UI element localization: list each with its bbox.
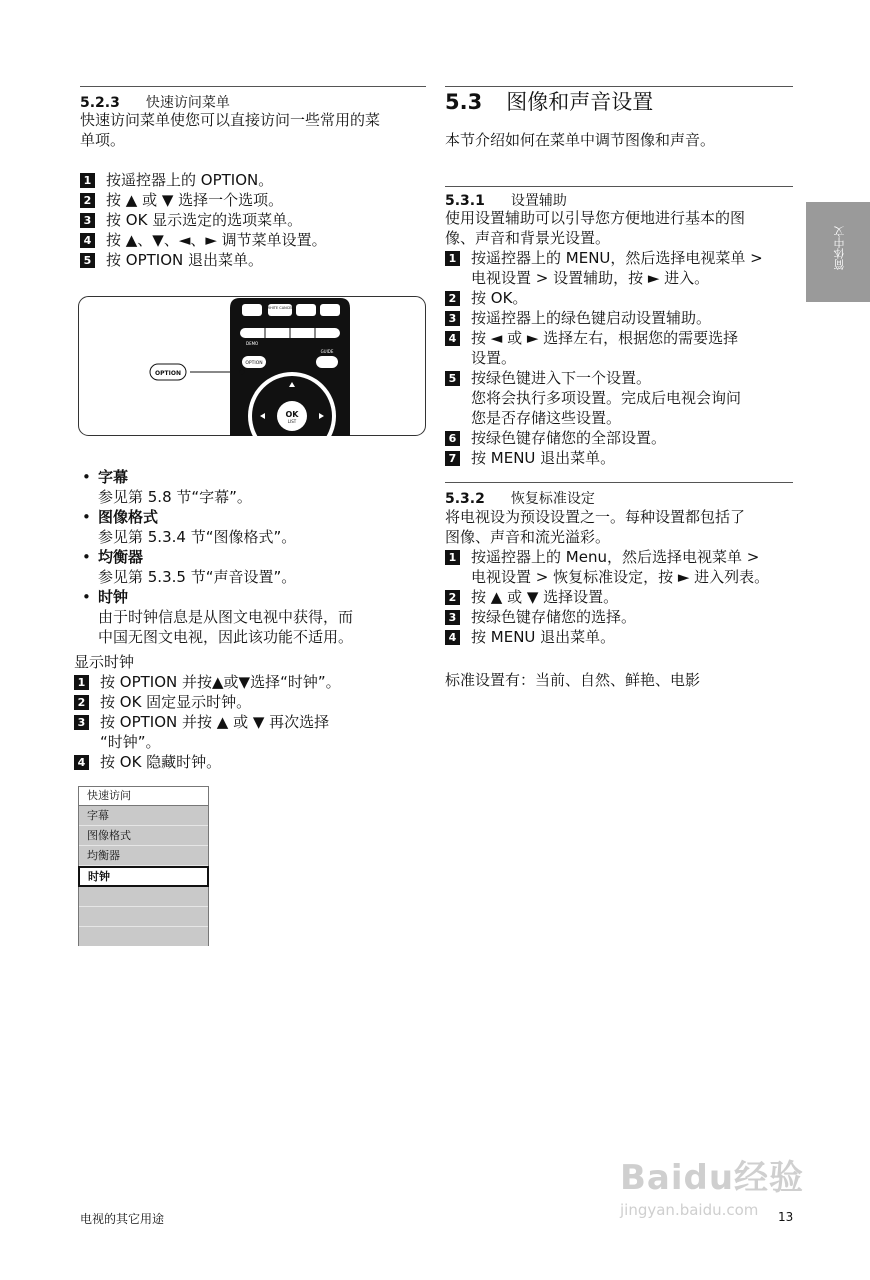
list-item: • 均衡器 参见第 5.3.5 节“声音设置”。 bbox=[80, 547, 353, 587]
white-cancel-label: WHITE CANCEL bbox=[266, 306, 294, 310]
remote-illustration bbox=[78, 296, 426, 440]
baidu-watermark: Baidu经验 jingyan.baidu.com bbox=[620, 1158, 805, 1219]
menu-item-picture-format[interactable]: 图像格式 bbox=[79, 826, 208, 846]
section-heading-5-3-1: 5.3.1 设置辅助 bbox=[445, 193, 567, 209]
section-intro: 将电视设为预设设置之一。每种设置都包括了 图像、声音和流光溢彩。 bbox=[445, 508, 746, 546]
steps-list-quick-access bbox=[80, 170, 327, 270]
step-item: 1 按遥控器上的 Menu，然后选择电视菜单 > 电视设置 > 恢复标准设定，按 ► 进入列表。 bbox=[445, 547, 769, 587]
section-heading-5-2-3: 5.2.3 快速访问菜单 bbox=[80, 95, 230, 111]
menu-item-empty bbox=[79, 907, 208, 927]
list-label: LIST bbox=[287, 419, 297, 424]
section-intro: 快速访问菜单使您可以直接访问一些常用的菜 单项。 bbox=[80, 111, 381, 149]
clock-heading: 显示时钟 bbox=[74, 653, 135, 671]
section-rule bbox=[445, 482, 793, 483]
step-item: 7 按 MENU 退出菜单。 bbox=[445, 448, 763, 468]
option-callout-label: OPTION bbox=[155, 370, 181, 377]
section-heading-5-3-2: 5.3.2 恢复标准设定 bbox=[445, 491, 595, 507]
footer-chapter-title: 电视的其它用途 bbox=[80, 1212, 165, 1226]
step-item: 3 按绿色键存储您的选择。 bbox=[445, 607, 769, 627]
section-rule bbox=[80, 86, 426, 87]
menu-item-empty bbox=[79, 927, 208, 946]
list-item: • 字幕 参见第 5.8 节“字幕”。 bbox=[80, 467, 353, 507]
step-item: 3 按 OPTION 并按 ▲ 或 ▼ 再次选择 “时钟”。 bbox=[74, 712, 341, 752]
section-intro: 本节介绍如何在菜单中调节图像和声音。 bbox=[445, 131, 716, 149]
step-item: 4 按 MENU 退出菜单。 bbox=[445, 627, 769, 647]
step-item: 1 按遥控器上的 OPTION。 bbox=[80, 170, 327, 190]
quick-access-menu bbox=[78, 786, 209, 946]
step-item: 2 按 ▲ 或 ▼ 选择一个选项。 bbox=[80, 190, 327, 210]
demo-label: DEMO bbox=[246, 341, 259, 346]
ok-label: OK bbox=[285, 410, 299, 419]
steps-list-clock bbox=[74, 672, 341, 772]
section-intro: 使用设置辅助可以引导您方便地进行基本的图 像、声音和背景光设置。 bbox=[445, 209, 746, 247]
list-item: • 时钟 由于时钟信息是从图文电视中获得，而 中国无图文电视，因此该功能不适用。 bbox=[80, 587, 353, 647]
menu-header: 快速访问 bbox=[79, 787, 208, 806]
step-item: 3 按遥控器上的绿色键启动设置辅助。 bbox=[445, 308, 763, 328]
section-heading-5-3: 5.3 图像和声音设置 bbox=[445, 90, 654, 114]
step-item: 2 按 ▲ 或 ▼ 选择设置。 bbox=[445, 587, 769, 607]
step-item: 4 按 ◄ 或 ► 选择左右，根据您的需要选择 设置。 bbox=[445, 328, 763, 368]
step-item: 5 按绿色键进入下一个设置。 您将会执行多项设置。完成后电视会询问 您是否存储这些设置。 bbox=[445, 368, 763, 428]
step-item: 3 按 OK 显示选定的选项菜单。 bbox=[80, 210, 327, 230]
step-item: 1 按 OPTION 并按▲或▼选择“时钟”。 bbox=[74, 672, 341, 692]
step-item: 4 按 OK 隐藏时钟。 bbox=[74, 752, 341, 772]
step-item: 4 按 ▲、▼、◄、► 调节菜单设置。 bbox=[80, 230, 327, 250]
step-item: 2 按 OK。 bbox=[445, 288, 763, 308]
step-item: 1 按遥控器上的 MENU，然后选择电视菜单 > 电视设置 > 设置辅助，按 ► 进入。 bbox=[445, 248, 763, 288]
option-items-list bbox=[80, 467, 353, 647]
step-item: 5 按 OPTION 退出菜单。 bbox=[80, 250, 327, 270]
guide-label: GUIDE bbox=[320, 349, 334, 354]
menu-item-clock-selected[interactable]: 时钟 bbox=[78, 866, 209, 887]
language-side-tab: 简体中文 bbox=[806, 202, 870, 302]
list-item: • 图像格式 参见第 5.3.4 节“图像格式”。 bbox=[80, 507, 353, 547]
section-rule bbox=[445, 186, 793, 187]
standard-settings-note: 标准设置有：当前、自然、鲜艳、电影 bbox=[445, 671, 701, 689]
step-item: 2 按 OK 固定显示时钟。 bbox=[74, 692, 341, 712]
step-item: 6 按绿色键存储您的全部设置。 bbox=[445, 428, 763, 448]
steps-list-restore-defaults bbox=[445, 547, 769, 647]
menu-item-subtitle[interactable]: 字幕 bbox=[79, 806, 208, 826]
page-number: 13 bbox=[778, 1210, 794, 1224]
menu-item-empty bbox=[79, 887, 208, 907]
menu-item-equalizer[interactable]: 均衡器 bbox=[79, 846, 208, 866]
steps-list-setup-assistant bbox=[445, 248, 763, 468]
option-key-label: OPTION bbox=[245, 361, 263, 366]
